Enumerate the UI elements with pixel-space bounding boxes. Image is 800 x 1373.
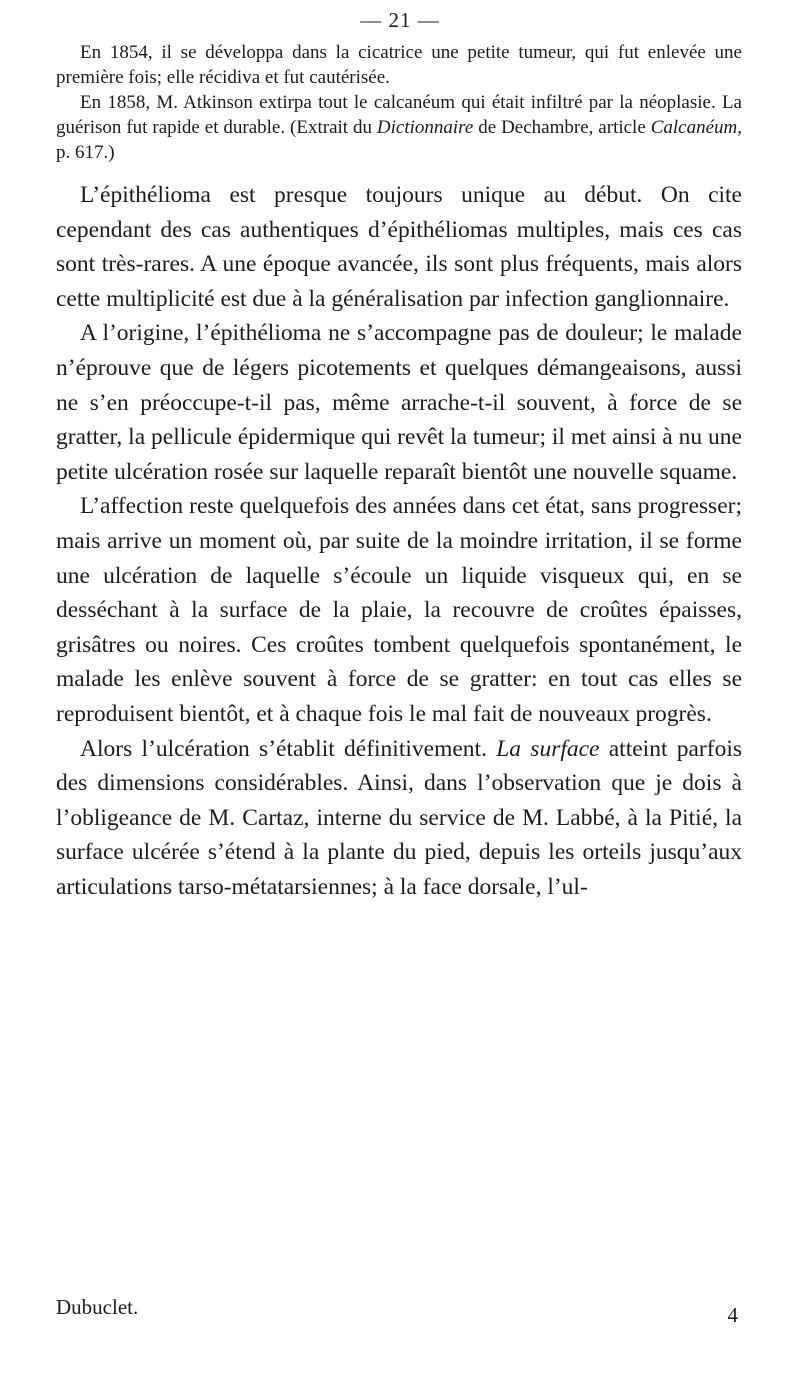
paragraph-2: A l’origine, l’épithélioma ne s’accompagne pas de douleur; le malade n’éprouve que de légers picotements et quelques démangeaisons, aussi ne s’en préoccupe-t-il pas, même arrache-t-il souvent, à force de se gratter, la pellicule épidermique qui revêt la tumeur; il met ainsi à nu une petite ulcération rosée sur laquelle reparaît bientôt une nouvelle squame.: [56, 320, 742, 485]
note-italic-dictionnaire: Dictionnaire: [376, 117, 474, 138]
paragraph-3: L’affection reste quelquefois des années dans cet état, sans progresser; mais arrive un moment où, par suite de la moindre irritation, il se forme une ulcération de laquelle s’écoule un liquide visqueux qui, en se desséchant à la surface de la plaie, la recouvre de croûtes épaisses, grisâtres ou noires. Ces croûtes tombent quelquefois spontanément, le malade les enlève souvent à force de se gratter: en tout cas elles se reproduisent bientôt, et à chaque fois le mal fait de nouveaux progrès.: [56, 493, 742, 727]
note-text: En 1858, M. Atkinson extirpa tout le calcanéum qui était infiltré par la néoplasie. La guérison fut rapide et durable. (Extrait du: [56, 92, 742, 138]
signature-mark: 4: [727, 1303, 738, 1327]
note-text-mid: de Dechambre, article: [473, 117, 651, 138]
paragraph-1: L’épithélioma est presque toujours unique au début. On cite cependant des cas authentiques d’épithéliomas multiples, mais ces cas sont très-rares. A une époque avancée, ils sont plus fréquents, mais alors cette multiplicité est due à la généralisation par infection ganglionnaire.: [56, 182, 742, 312]
page-footer: [56, 1295, 742, 1329]
note-paragraph-1: En 1854, il se développa dans la cicatrice une petite tumeur, qui fut enlevée une première fois; elle récidiva et fut cautérisée.: [56, 42, 742, 88]
note-text-end: , p. 617.): [56, 117, 742, 163]
footnote-block: [56, 40, 742, 165]
paragraph-4-start: Alors l’ulcération s’établit définitivement.: [80, 735, 497, 762]
paragraph-4-italic: La surface: [496, 735, 600, 762]
paragraph-4-rest: atteint parfois des dimensions considérables. Ainsi, dans l’observation que je dois à l’obligeance de M. Cartaz, interne du service de M. Labbé, à la Pitié, la surface ulcérée s’étend à la plante du pied, depuis les orteils jusqu’aux articulations tarso-métatarsiennes; à la face dorsale, l’ul-: [56, 735, 742, 900]
paragraph-4: [56, 732, 742, 905]
note-paragraph-2: [56, 90, 742, 165]
page-number: — 21 —: [360, 8, 440, 32]
main-text: [56, 178, 742, 904]
footer-author: Dubuclet.: [56, 1295, 139, 1319]
note-italic-calcaneum: Calcanéum: [650, 117, 738, 138]
